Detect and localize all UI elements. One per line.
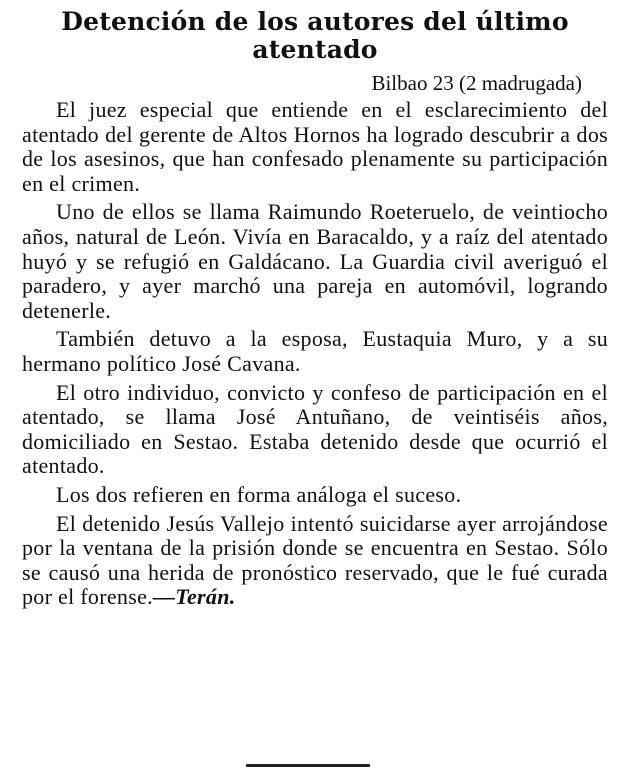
article-paragraph-2: Uno de ellos se llama Raimundo Roeteruelo, de veintiocho años, natural de León. Vivía en Baracaldo, y a raíz del atentado huyó y se refugió en Galdácano. La Guardia civil averiguó el paradero, y ayer marchó una pareja en automóvil, logrando detenerle.	[22, 199, 608, 323]
article-signature: —Terán.	[152, 584, 236, 610]
article-paragraph-1: El juez especial que entiende en el esclarecimiento del atentado del gerente de Altos Hornos ha logrado descubrir a dos de los asesinos, que han confesado plenamente su participación en el crimen.	[22, 97, 608, 196]
article-paragraph-3: También detuvo a la esposa, Eustaquia Muro, y a su hermano político José Cavana.	[22, 326, 608, 376]
end-rule	[246, 764, 370, 767]
article-headline: Detención de los autores del último atentado	[61, 7, 569, 64]
article-paragraph-4: El otro individuo, convicto y confeso de participación en el atentado, se llama José Antuñano, de veintiséis años, domiciliado en Sestao. Estaba detenido desde que ocurrió el atentado.	[22, 379, 608, 479]
article-dateline: Bilbao 23 (2 madrugada)	[371, 71, 582, 95]
article-paragraph-6-text: El detenido Jesús Vallejo intentó suicidarse ayer arrojándose por la ventana de la prisión donde se encuentra en Sestao. Sólo se causó una herida de pronóstico reservado, que le fué curada por el forense.	[22, 510, 608, 610]
article-paragraph-5: Los dos refieren en forma análoga el suceso.	[56, 481, 462, 507]
article-paragraph-6	[22, 512, 608, 610]
